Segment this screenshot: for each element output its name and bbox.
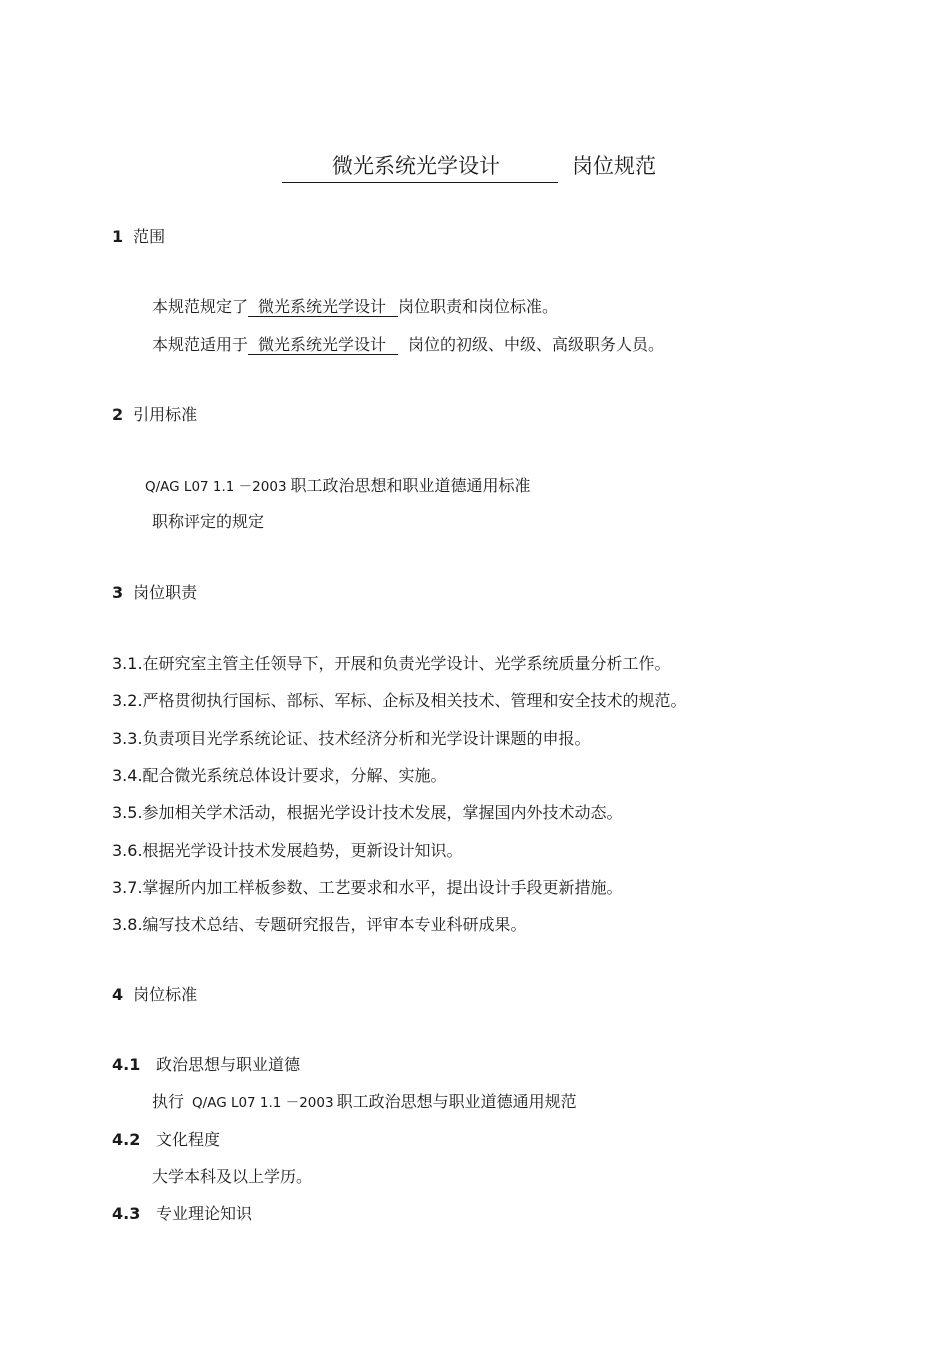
subsection-4-3-heading: 4.3 专业理论知识 [112, 1204, 253, 1223]
duty-item: 3.2.严格贯彻执行国标、部标、军标、企标及相关技术、管理和安全技术的规范。 [112, 691, 687, 710]
duty-item: 3.1.在研究室主管主任领导下，开展和负责光学设计、光学系统质量分析工作。 [112, 654, 671, 673]
duty-item: 3.4.配合微光系统总体设计要求，分解、实施。 [112, 766, 447, 785]
section-4-heading: 4 岗位标准 [112, 985, 198, 1004]
section-2-heading: 2 引用标准 [112, 405, 198, 424]
reference-2: 职称评定的规定 [152, 512, 265, 531]
title-suffix: 岗位规范 [572, 154, 656, 178]
scope-line-2: 本规范适用于 微光系统光学设计 岗位的初级、中级、高级职务人员。 [152, 335, 665, 354]
page-title [282, 150, 656, 183]
section-1-heading: 1 范围 [112, 227, 166, 246]
section-3-heading: 3 岗位职责 [112, 583, 198, 602]
subsection-4-1-text: 执行 Q/AG L07 1.1 －2003 职工政治思想与职业道德通用规范 [152, 1092, 577, 1111]
duty-item: 3.5.参加相关学术活动，根据光学设计技术发展，掌握国内外技术动态。 [112, 803, 623, 822]
scope-blank-2: 微光系统光学设计 [248, 336, 398, 355]
scope-blank-1: 微光系统光学设计 [248, 298, 398, 317]
subsection-4-1-heading: 4.1 政治思想与职业道德 [112, 1055, 301, 1074]
subsection-4-2-text: 大学本科及以上学历。 [152, 1167, 313, 1186]
subsection-4-2-heading: 4.2 文化程度 [112, 1130, 221, 1149]
reference-1: Q/AG L07 1.1 －2003 职工政治思想和职业道德通用标准 [145, 476, 531, 495]
duty-item: 3.8.编写技术总结、专题研究报告，评审本专业科研成果。 [112, 915, 527, 934]
scope-line-1: 本规范规定了 微光系统光学设计 岗位职责和岗位标准。 [152, 297, 559, 316]
title-blank: 微光系统光学设计 [282, 150, 558, 183]
duty-item: 3.3.负责项目光学系统论证、技术经济分析和光学设计课题的申报。 [112, 729, 591, 748]
duty-item: 3.6.根据光学设计技术发展趋势，更新设计知识。 [112, 841, 463, 860]
duty-item: 3.7.掌握所内加工样板参数、工艺要求和水平，提出设计手段更新措施。 [112, 878, 623, 897]
